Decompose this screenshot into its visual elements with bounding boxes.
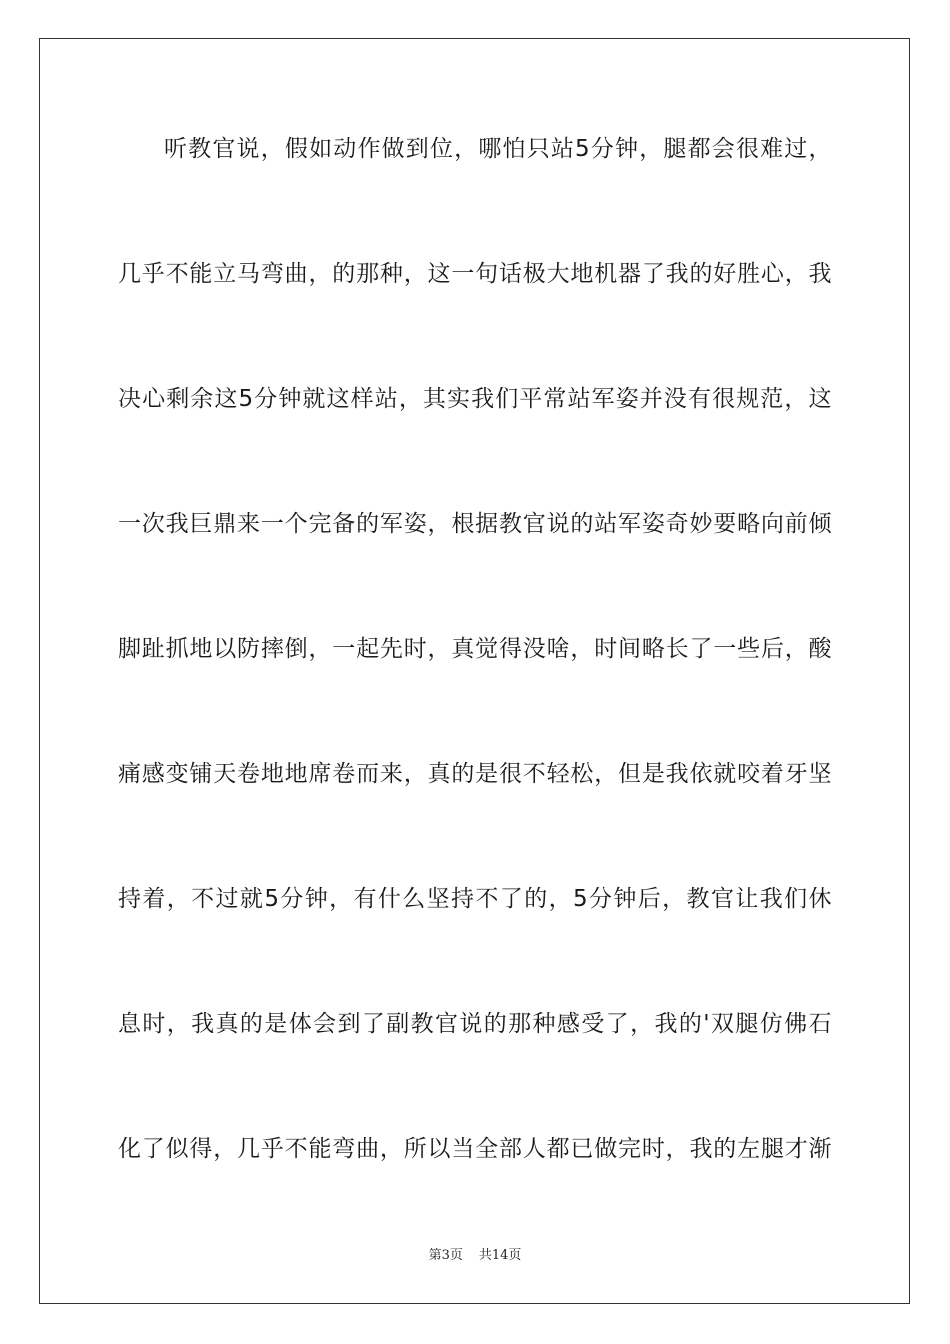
paragraph-line-7: 持着，不过就5分钟，有什么坚持不了的，5分钟后，教官让我们休 (118, 886, 832, 912)
paragraph-line-5: 脚趾抓地以防摔倒，一起先时，真觉得没啥，时间略长了一些后，酸 (118, 636, 832, 662)
paragraph-line-3: 决心剩余这5分钟就这样站，其实我们平常站军姿并没有很规范，这 (118, 386, 832, 412)
paragraph-line-4: 一次我巨鼎来一个完备的军姿，根据教官说的站军姿奇妙要略向前倾 (118, 511, 832, 537)
paragraph-line-1: 听教官说，假如动作做到位，哪怕只站5分钟，腿都会很难过， (164, 136, 832, 162)
page-number-current: 第3页 (428, 1248, 463, 1263)
page-number-total: 共14页 (478, 1248, 522, 1263)
paragraph-line-2: 几乎不能立马弯曲，的那种，这一句话极大地机器了我的好胜心，我 (118, 261, 832, 287)
page-footer (0, 1244, 950, 1263)
paragraph-line-8: 息时，我真的是体会到了副教官说的那种感受了，我的'双腿仿佛石 (118, 1011, 832, 1037)
paragraph-line-6: 痛感变铺天卷地地席卷而来，真的是很不轻松，但是我依就咬着牙坚 (118, 761, 832, 787)
page-border (39, 38, 910, 1304)
paragraph-line-9: 化了似得，几乎不能弯曲，所以当全部人都已做完时，我的左腿才渐 (118, 1136, 832, 1162)
